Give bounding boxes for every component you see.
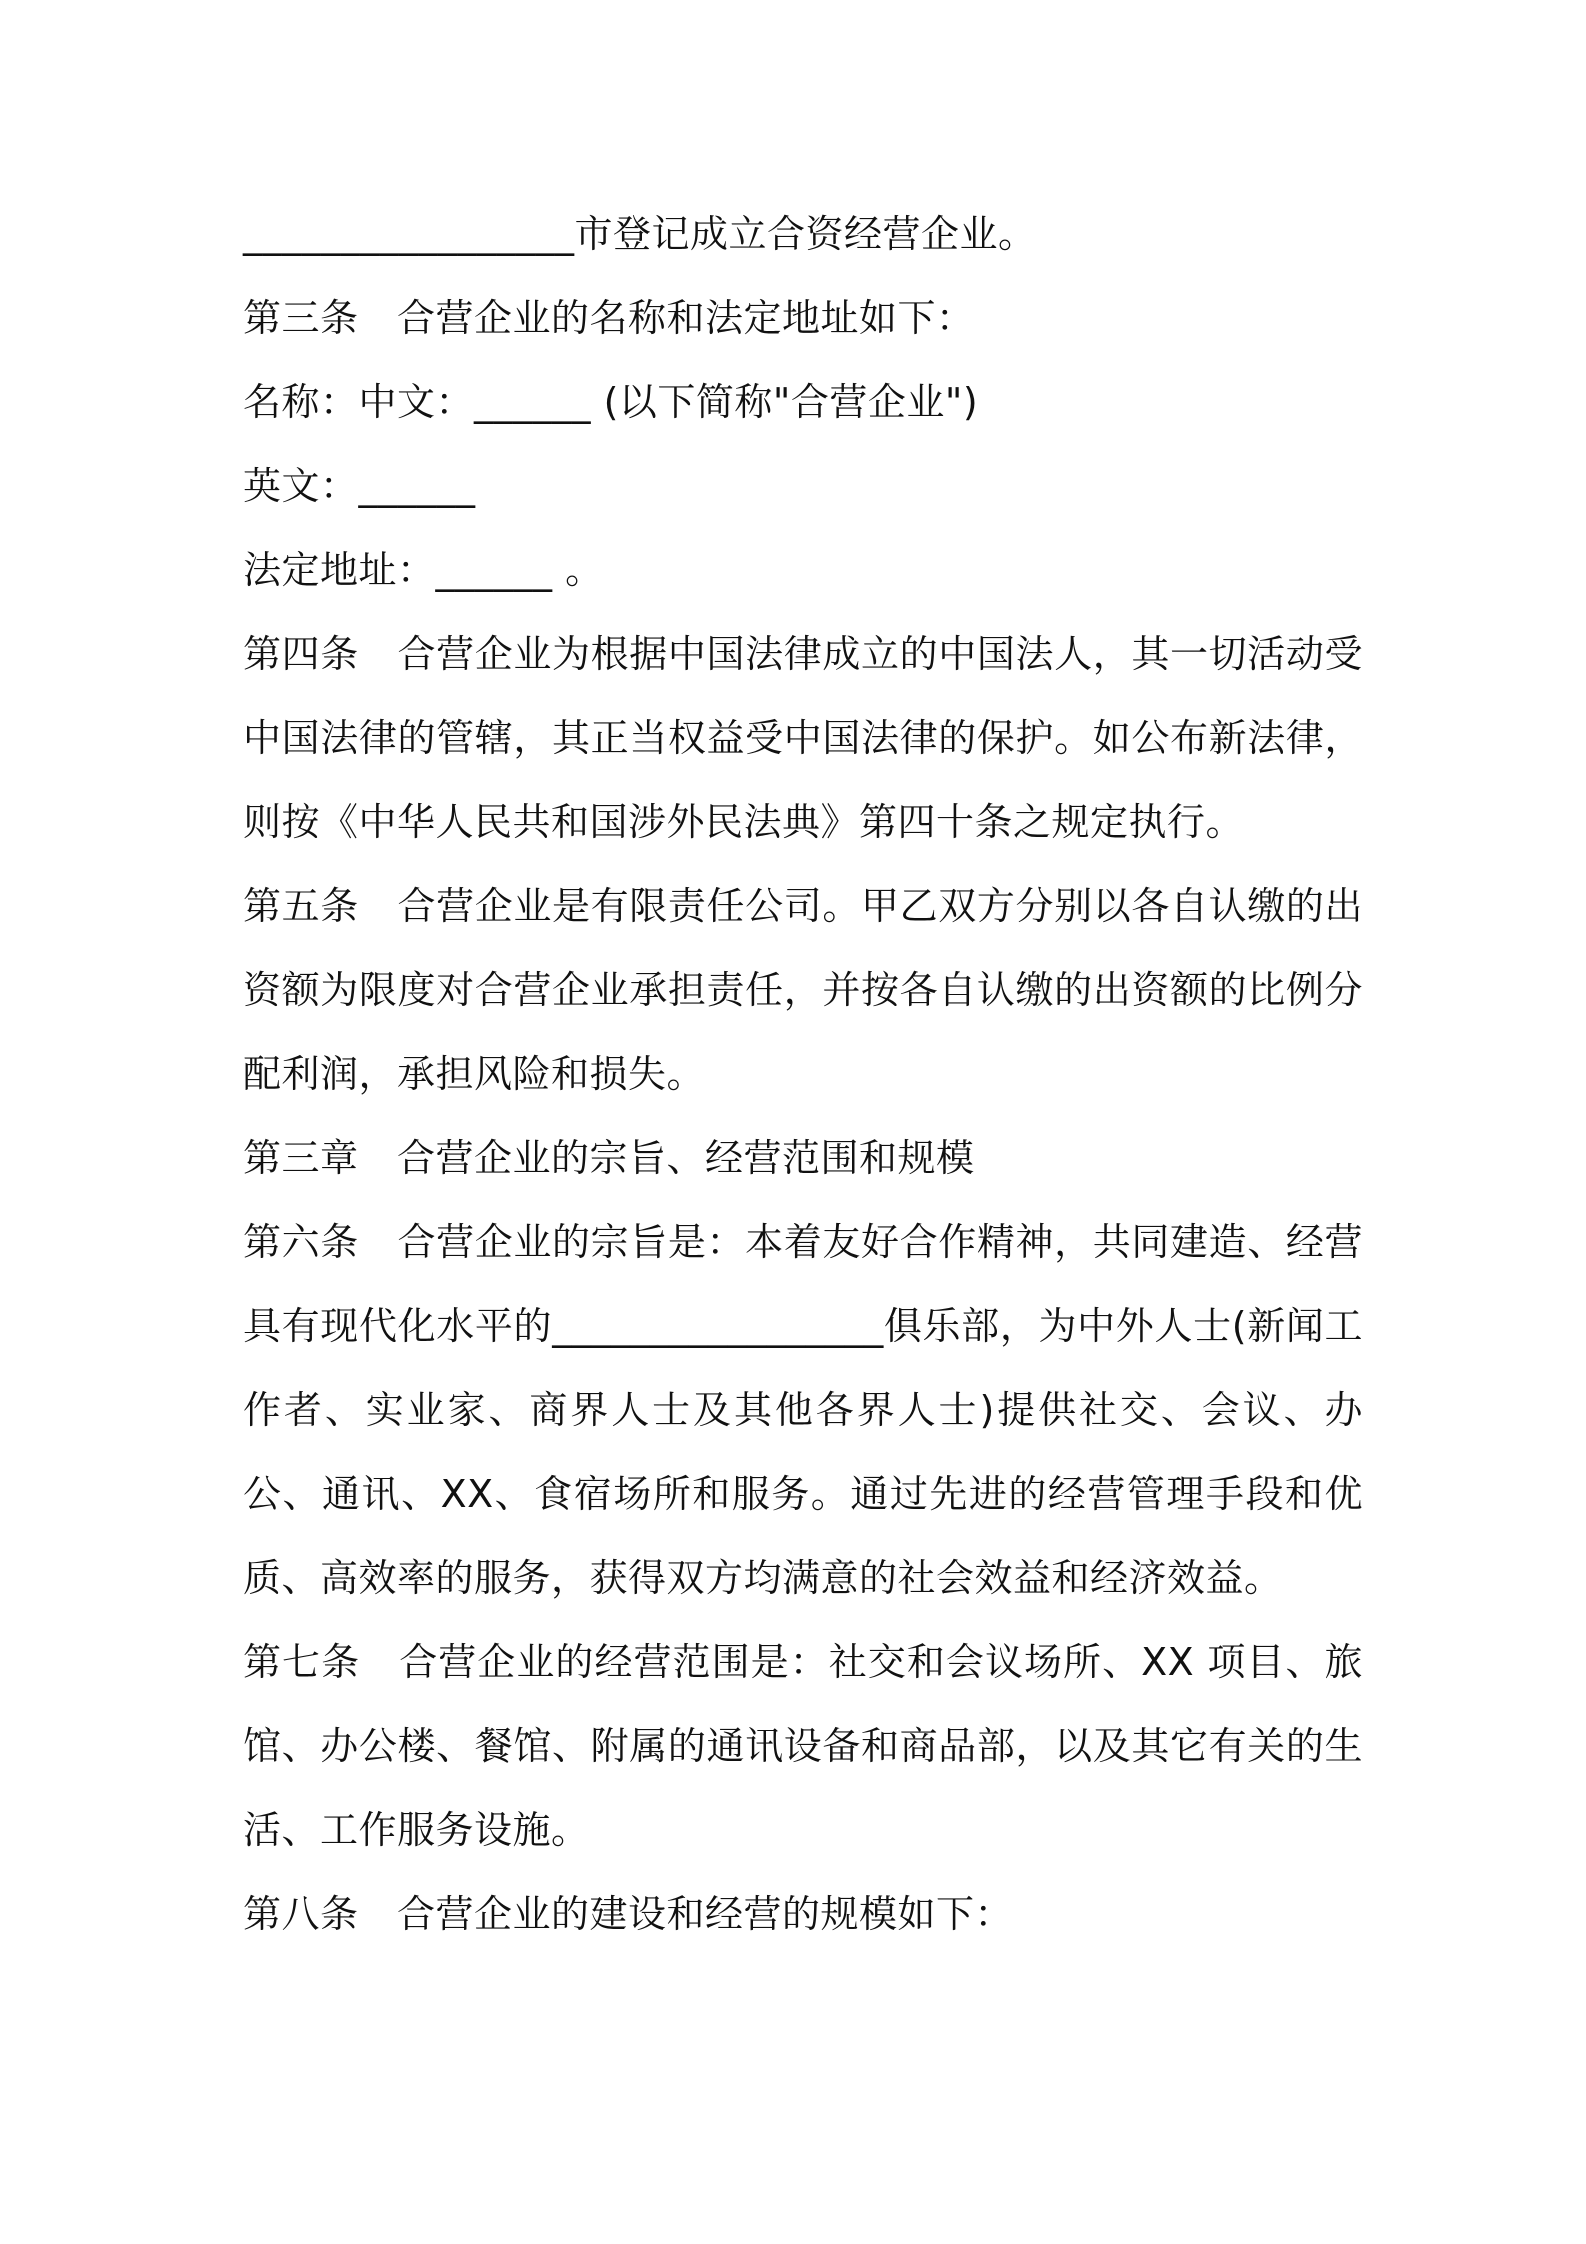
paragraph-article-3: 第三条 合营企业的名称和法定地址如下： — [243, 296, 975, 340]
paragraph-name-english: 英文：______ — [243, 464, 476, 508]
paragraph-name-chinese: 名称：中文：______ (以下简称"合营企业") — [243, 380, 979, 424]
paragraph-legal-address: 法定地址：______ 。 — [243, 548, 604, 592]
paragraph-article-7: 第七条 合营企业的经营范围是：社交和会议场所、XX 项目、旅馆、办公楼、餐馆、附属的通讯设备和商品部，以及其它有关的生活、工作服务设施。 — [243, 1640, 1363, 1852]
paragraph-article-8: 第八条 合营企业的建设和经营的规模如下： — [243, 1892, 1014, 1936]
paragraph-article-5: 第五条 合营企业是有限责任公司。甲乙双方分别以各自认缴的出资额为限度对合营企业承担责任，并按各自认缴的出资额的比例分配利润，承担风险和损失。 — [243, 884, 1363, 1096]
paragraph-registration: _________________市登记成立合资经营企业。 — [243, 212, 1037, 256]
paragraph-article-6: 第六条 合营企业的宗旨是：本着友好合作精神，共同建造、经营具有现代化水平的_________________俱乐部，为中外人士(新闻工作者、实业家、商界人士及其他各界人士)提供社交、会议、办公、通讯、XX、食宿场所和服务。通过先进的经营管理手段和优质、高效率的服务，获得双方均满意的社会效益和经济效益。 — [243, 1220, 1363, 1600]
document-body — [243, 192, 1363, 1956]
paragraph-article-4: 第四条 合营企业为根据中国法律成立的中国法人，其一切活动受中国法律的管辖，其正当权益受中国法律的保护。如公布新法律，则按《中华人民共和国涉外民法典》第四十条之规定执行。 — [243, 632, 1363, 844]
chapter-3-heading: 第三章 合营企业的宗旨、经营范围和规模 — [243, 1136, 975, 1180]
